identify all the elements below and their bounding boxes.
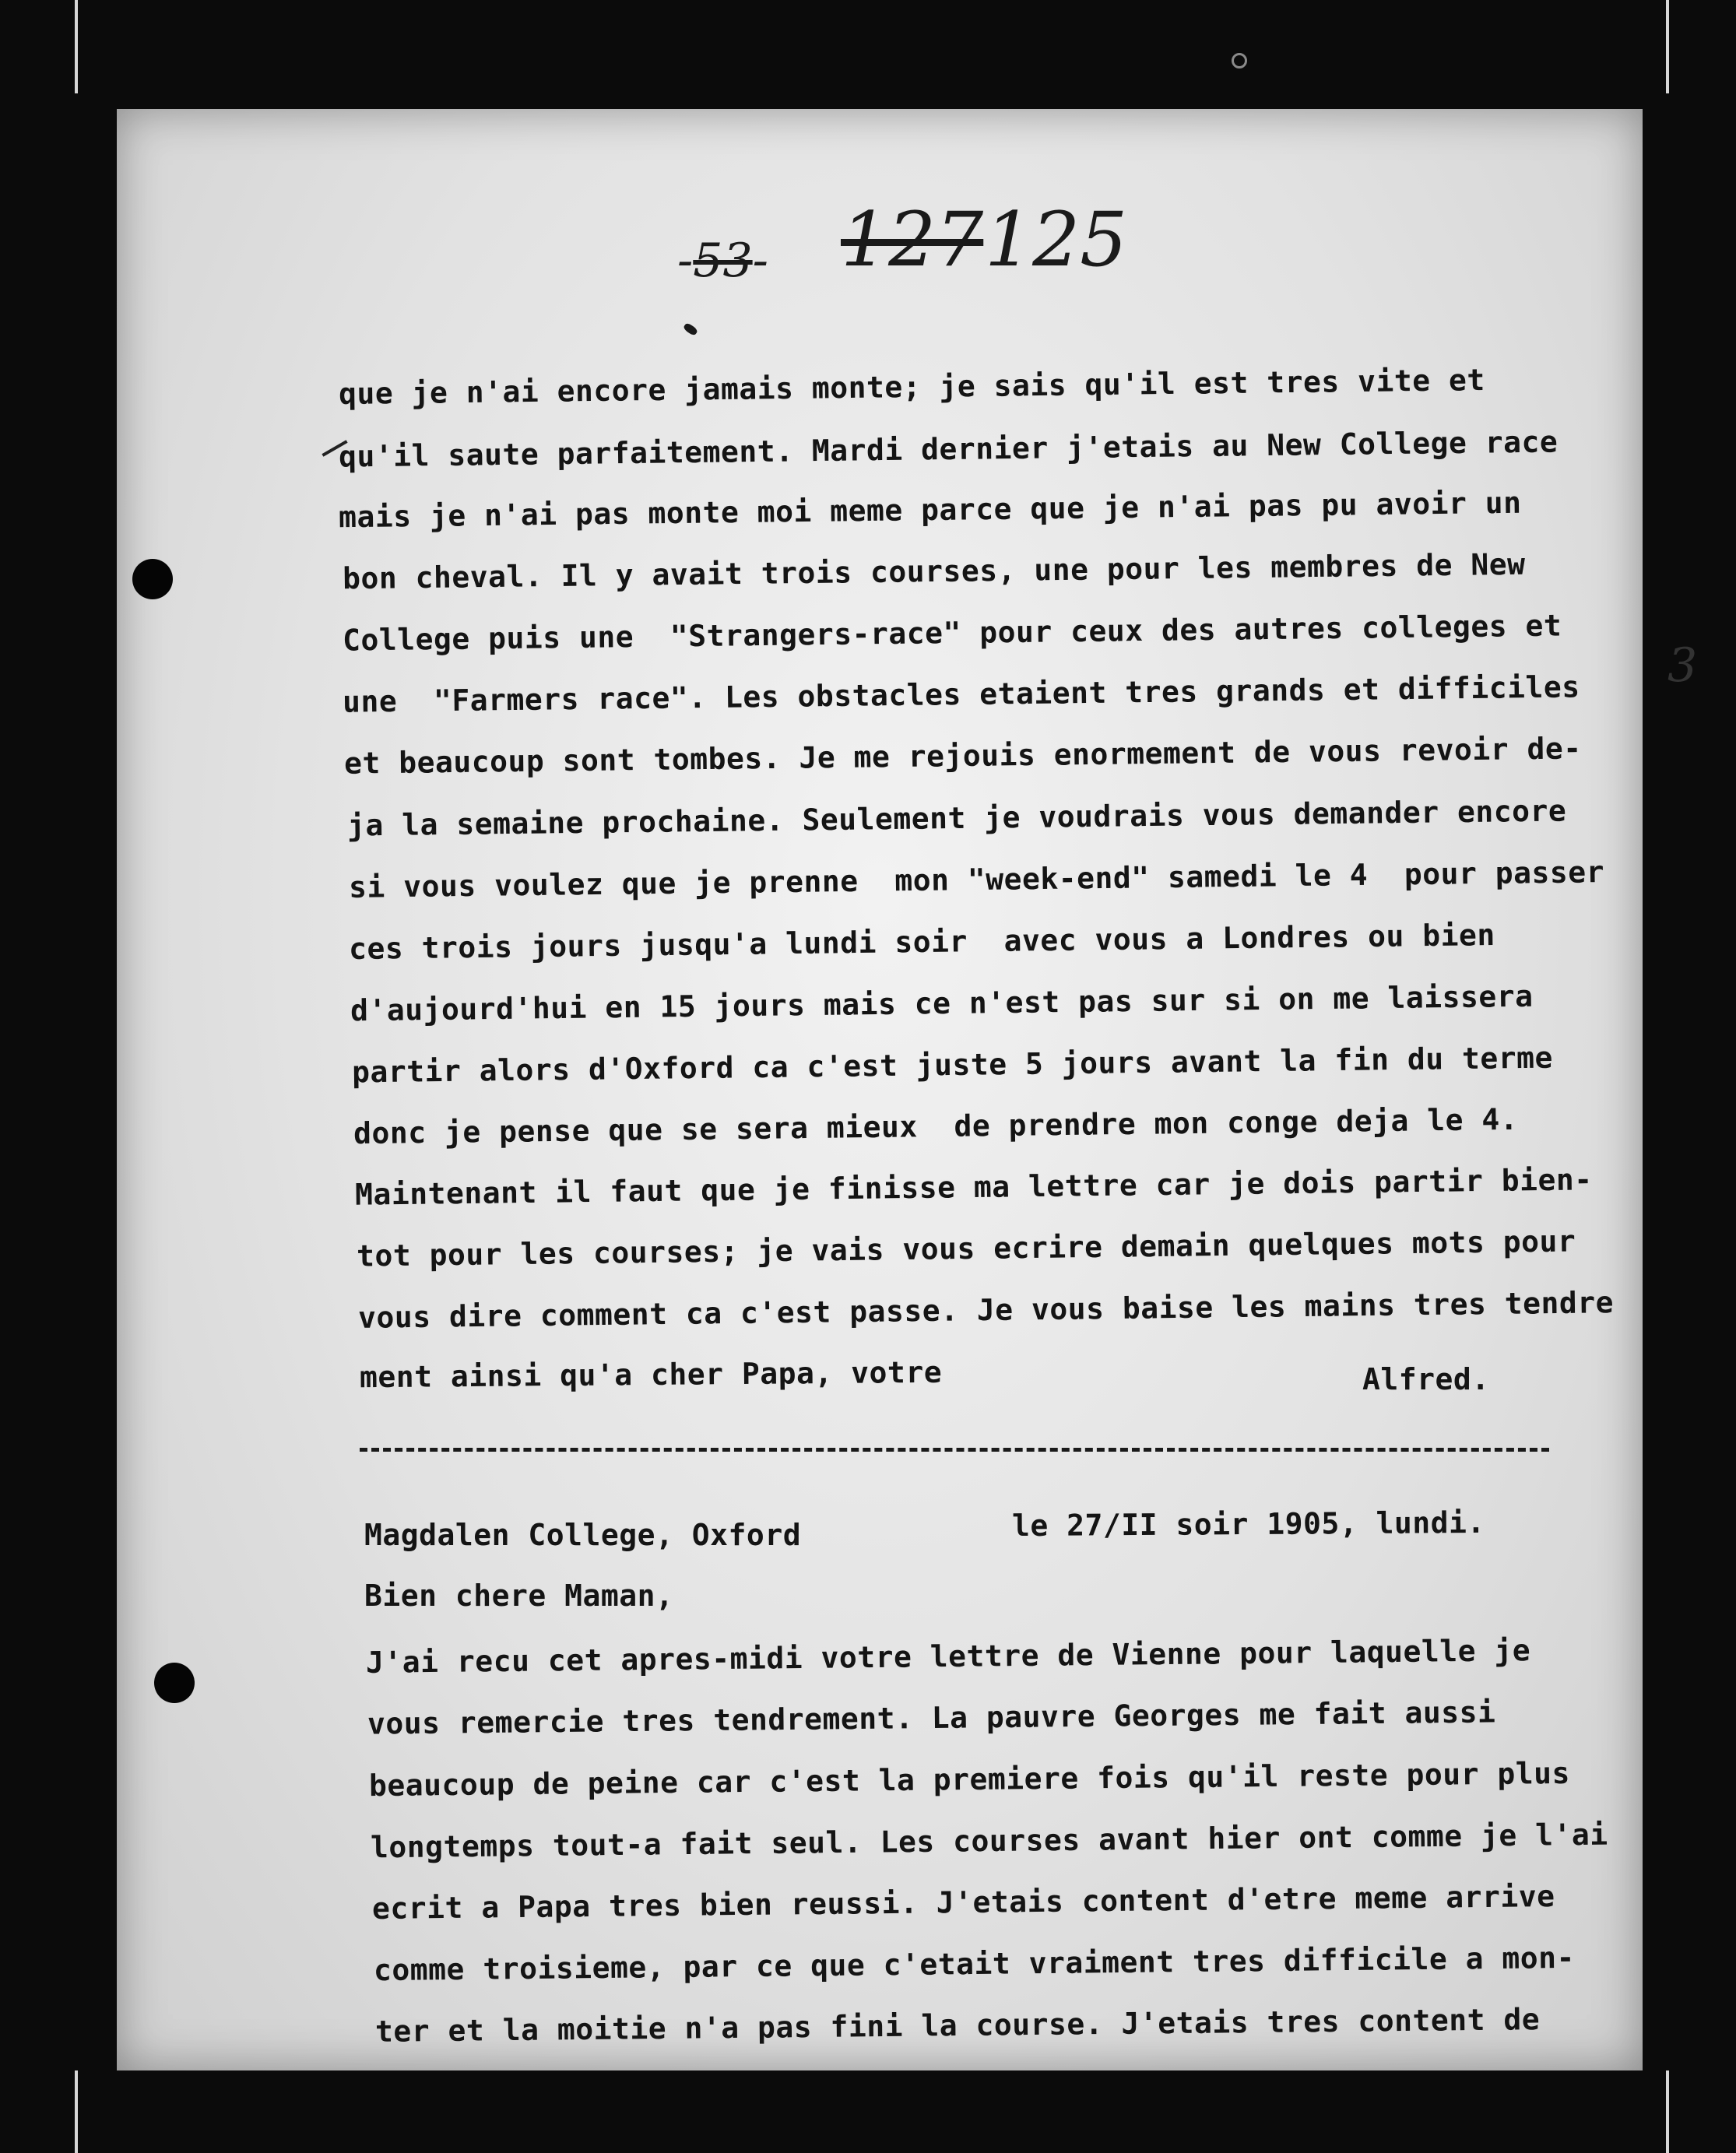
film-edge-mark xyxy=(75,0,78,93)
text-line: ja la semaine prochaine. Seulement je voudrais vous demander encore xyxy=(346,793,1567,843)
text-line: vous remercie tres tendrement. La pauvre Georges me fait aussi xyxy=(367,1695,1496,1741)
film-edge-mark xyxy=(1666,2070,1669,2153)
letter-salutation: Bien chere Maman, xyxy=(364,1579,674,1613)
text-line: une "Farmers race". Les obstacles etaient tres grands et difficiles xyxy=(342,669,1580,719)
ink-mark xyxy=(683,322,698,337)
text-line: comme troisieme, par ce que c'etait vraiment tres difficile a mon- xyxy=(373,1940,1576,1988)
edge-annotation: 3 xyxy=(1667,638,1698,693)
text-line: ter et la moitie n'a pas fini la course. J'etais tres content de xyxy=(374,2002,1541,2049)
text-line: qu'il saute parfaitement. Mardi dernier j'etais au New College race xyxy=(338,424,1559,474)
text-line: bon cheval. Il y avait trois courses, une pour les membres de New xyxy=(342,546,1526,596)
text-line: mais je n'ai pas monte moi meme parce que je n'ai pas pu avoir un xyxy=(338,485,1522,535)
punch-hole xyxy=(132,559,173,599)
struck-folio-number: 127 xyxy=(841,196,984,283)
text-line: J'ai recu cet apres-midi votre lettre de Vienne pour laquelle je xyxy=(365,1633,1531,1680)
text-line: partir alors d'Oxford ca c'est juste 5 jours avant la fin du terme xyxy=(351,1040,1554,1090)
text-line: si vous voulez que je prenne mon "week-end" samedi le 4 pour passer xyxy=(348,855,1605,904)
letter-page xyxy=(117,109,1698,2070)
text-line: donc je pense que se sera mieux de prendre mon conge deja le 4. xyxy=(353,1101,1519,1151)
letter-date: le 27/II soir 1905, lundi. xyxy=(1011,1505,1485,1544)
punch-hole xyxy=(154,1663,195,1703)
folio-number: 125 xyxy=(985,196,1128,283)
text-line: College puis une "Strangers-race" pour ceux des autres colleges et xyxy=(342,608,1562,658)
film-edge-mark xyxy=(75,2070,78,2153)
text-line: ecrit a Papa tres bien reussi. J'etais content d'etre meme arrive xyxy=(371,1879,1555,1926)
signature: Alfred. xyxy=(1362,1362,1490,1396)
text-line: beaucoup de peine car c'est la premiere fois qu'il reste pour plus xyxy=(368,1755,1571,1804)
text-line: que je n'ai encore jamais monte; je sais qu'il est tres vite et xyxy=(338,363,1486,411)
film-edge-mark xyxy=(1666,0,1669,93)
text-line: vous dire comment ca c'est passe. Je vous baise les mains tres tendre xyxy=(357,1285,1615,1335)
text-line: Maintenant il faut que je finisse ma lettre car je dois partir bien- xyxy=(354,1162,1593,1212)
page-number-annotation: -53- xyxy=(677,234,768,288)
text-line: d'aujourd'hui en 15 jours mais ce n'est pas sur si on me laissera xyxy=(350,978,1534,1028)
text-line: ces trois jours jusqu'a lundi soir avec vous a Londres ou bien xyxy=(348,918,1496,966)
dashed-separator xyxy=(360,1448,1549,1452)
text-line: ment ainsi qu'a cher Papa, votre xyxy=(359,1354,943,1395)
film-registration-mark xyxy=(1232,53,1247,68)
letter-place: Magdalen College, Oxford xyxy=(364,1518,802,1552)
text-line: et beaucoup sont tombes. Je me rejouis enormement de vous revoir de- xyxy=(343,731,1582,781)
text-line: longtemps tout-a fait seul. Les courses avant hier ont comme je l'ai xyxy=(370,1817,1608,1865)
text-line: tot pour les courses; je vais vous ecrire demain quelques mots pour xyxy=(356,1224,1576,1273)
